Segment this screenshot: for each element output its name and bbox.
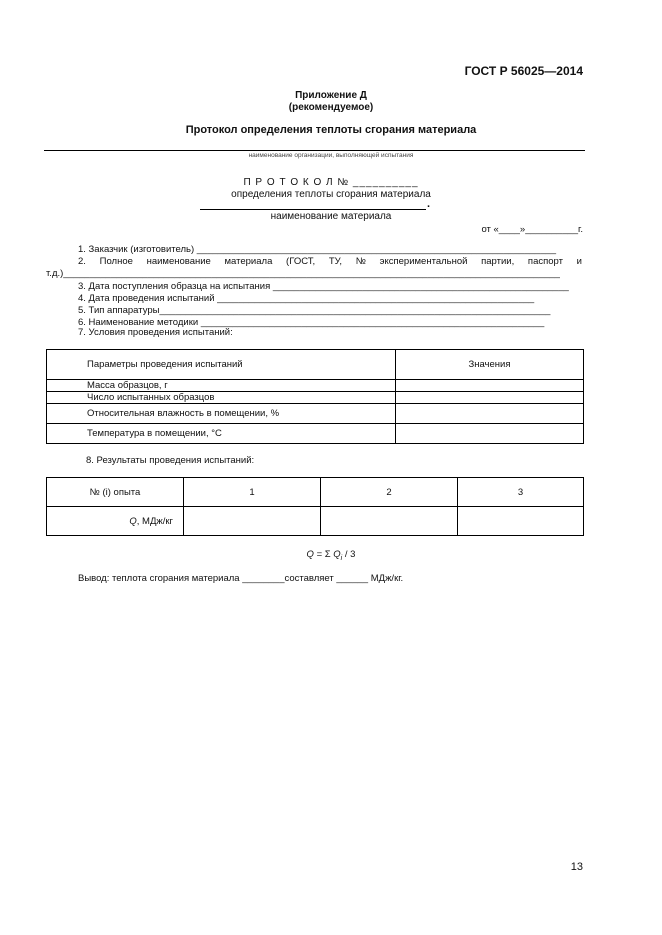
- result-cell: [184, 507, 321, 536]
- word: Полное: [99, 256, 133, 267]
- word: №: [355, 256, 366, 267]
- document-title: Протокол определения теплоты сгорания материала: [185, 124, 477, 136]
- organization-caption: наименование организации, выполняющей испытания: [248, 152, 414, 159]
- word: экспериментальной: [379, 256, 468, 267]
- material-line: [200, 209, 426, 210]
- param-humidity: Относительная влажность в помещении, %: [47, 404, 396, 424]
- header-values: Значения: [396, 350, 584, 380]
- results-heading: 8. Результаты проведения испытаний:: [86, 455, 255, 466]
- standard-code: ГОСТ Р 56025—2014: [464, 64, 583, 78]
- table-row: [47, 478, 584, 507]
- appendix-status: (рекомендуемое): [288, 102, 374, 113]
- param-count: Число испытанных образцов: [47, 392, 396, 404]
- table-header-row: [47, 350, 584, 380]
- protocol-date: от «____»__________г.: [481, 224, 583, 235]
- experiment-col-3: 3: [458, 478, 584, 507]
- experiment-col-1: 1: [184, 478, 321, 507]
- qi-symbol: Q: [333, 549, 341, 560]
- table-row: [47, 507, 584, 536]
- average-formula: [0, 549, 662, 562]
- value-cell: [396, 424, 584, 444]
- material-line-dot: .: [427, 198, 431, 210]
- formula-mid: = Σ: [313, 549, 334, 560]
- word: и: [576, 256, 582, 267]
- item-customer: 1. Заказчик (изготовитель) ____________________________________________________________________: [78, 244, 557, 255]
- word: 2.: [78, 256, 86, 267]
- param-mass: Масса образцов, г: [47, 380, 396, 392]
- experiment-number-label: № (i) опыта: [47, 478, 184, 507]
- value-cell: [396, 380, 584, 392]
- results-table: [46, 477, 584, 536]
- material-caption: наименование материала: [270, 211, 392, 222]
- unit: , МДж/кг: [136, 515, 173, 527]
- item-conditions: 7. Условия проведения испытаний:: [78, 327, 233, 338]
- protocol-number: П Р О Т О К О Л № __________: [243, 177, 419, 188]
- item-material-full-name-cont: т.д.)______________________________________________________________________________________________: [46, 268, 560, 279]
- param-temperature: Температура в помещении, °С: [47, 424, 396, 444]
- table-row: [47, 380, 584, 392]
- word: ТУ,: [328, 256, 343, 267]
- word: (ГОСТ,: [286, 256, 316, 267]
- value-cell: [396, 392, 584, 404]
- conclusion: Вывод: теплота сгорания материала ________составляет ______ МДж/кг.: [78, 573, 404, 584]
- result-cell: [458, 507, 584, 536]
- experiment-col-2: 2: [321, 478, 458, 507]
- word: наименование: [146, 256, 211, 267]
- page-number: 13: [570, 861, 583, 873]
- heat-value-label: [47, 507, 184, 536]
- item-material-full-name: [78, 256, 582, 267]
- q-symbol: Q: [306, 549, 314, 560]
- table-row: [47, 392, 584, 404]
- word: партии,: [481, 256, 515, 267]
- organization-line: [44, 150, 585, 151]
- item-apparatus: 5. Тип аппаратуры__________________________________________________________________________: [78, 305, 551, 316]
- value-cell: [396, 404, 584, 424]
- conditions-table: [46, 349, 584, 444]
- word: паспорт: [527, 256, 563, 267]
- q-symbol: Q: [129, 515, 137, 527]
- table-row: [47, 424, 584, 444]
- appendix-label: Приложение Д: [295, 90, 367, 101]
- subscript-i: i: [340, 554, 343, 562]
- result-cell: [321, 507, 458, 536]
- item-receipt-date: 3. Дата поступления образца на испытания ________________________________________________________: [78, 281, 569, 292]
- protocol-subtitle: определения теплоты сгорания материала: [231, 189, 431, 200]
- table-row: [47, 404, 584, 424]
- item-test-date: 4. Дата проведения испытаний ____________________________________________________________: [78, 293, 535, 304]
- formula-end: / 3: [342, 549, 356, 560]
- word: материала: [224, 256, 273, 267]
- item-method: 6. Наименование методики _________________________________________________________________: [78, 317, 545, 328]
- header-parameters: Параметры проведения испытаний: [47, 350, 396, 380]
